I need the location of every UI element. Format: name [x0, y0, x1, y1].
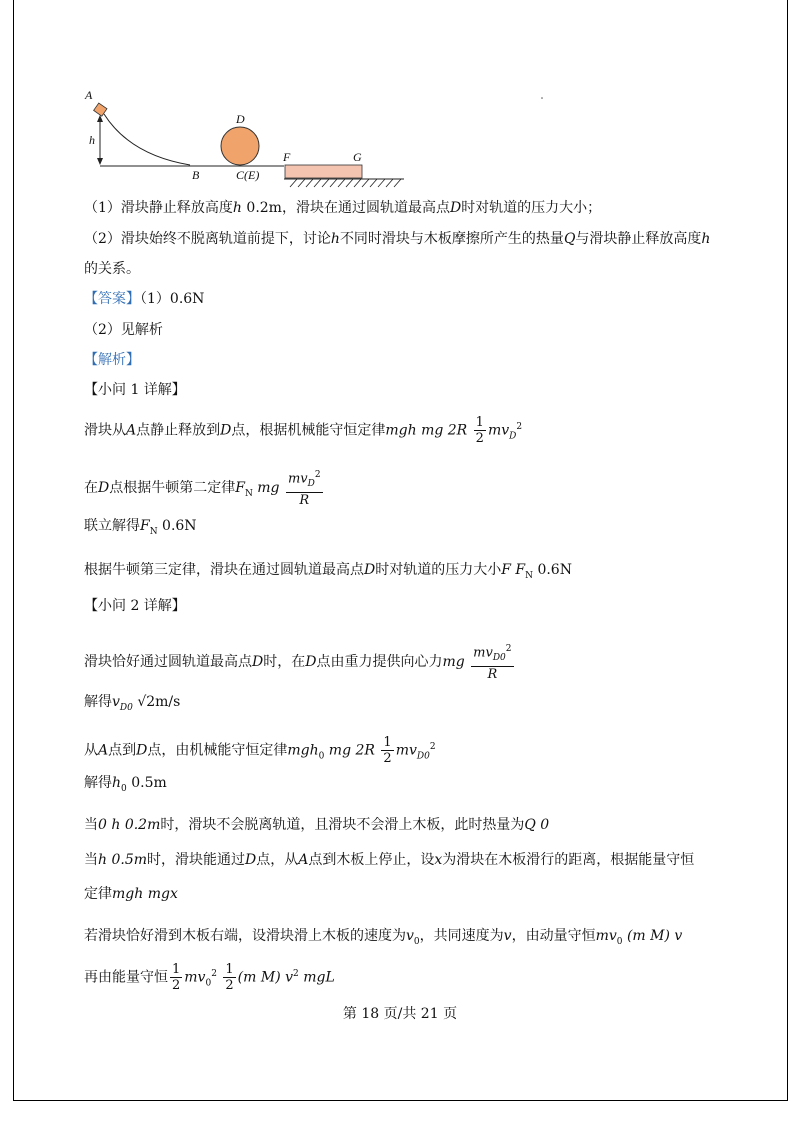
curved-track: [104, 114, 190, 165]
part2-title: 【小问 2 详解】: [84, 598, 186, 614]
solution-line-8: 解得$h_0$ 0.5m: [84, 775, 167, 794]
part1-title: 【小问 1 详解】: [84, 382, 186, 398]
solution-line-13: 再由能量守恒 $\frac{1}{2}$ $mv_0^2$ $\frac{1}{2}$ (m M) $v^2$ mgL: [84, 962, 335, 993]
label-F: F: [283, 150, 291, 164]
question-2: （2）滑块始终不脱离轨道前提下，讨论h不同时滑块与木板摩擦所产生的热量Q与滑块静止释放高度h: [84, 231, 711, 247]
label-D: D: [236, 112, 245, 126]
ground-hatching: [290, 179, 401, 187]
answer-2: （2）见解析: [84, 322, 163, 338]
solution-line-1: 滑块从A点静止释放到D点，根据机械能守恒定律mgh mg 2R $\frac{1}{2}$ $mv_D^2$: [84, 415, 523, 446]
label-CE: C(E): [236, 168, 260, 182]
height-arrow-bottom: [97, 158, 103, 165]
solution-line-3: 联立解得$F_N$ 0.6N: [84, 518, 197, 537]
answer-1: 【答案】（1）0.6N: [84, 291, 205, 307]
solution-line-2: 在D点根据牛顿第二定律$F_N$ mg $\frac{mv_D^2}{R}$: [84, 470, 321, 508]
solution-line-6: 解得$v_{D0}$ √2m/s: [84, 694, 181, 713]
circular-track: [221, 127, 259, 165]
label-B: B: [192, 168, 200, 182]
solution-line-5: 滑块恰好通过圆轨道最高点D时，在D点由重力提供向心力mg $\frac{mv_{D0}^2}{R}$: [84, 644, 512, 682]
scan-dot: [541, 97, 543, 99]
solution-line-7: 从A点到D点，由机械能守恒定律mgh$_0$ mg 2R $\frac{1}{2}$ $mv_{D0}^2$: [84, 735, 436, 766]
solution-line-10: 当h 0.5m时，滑块能通过D点，从A点到木板上停止，设x为滑块在木板滑行的距离，根据能量守恒: [84, 852, 695, 868]
label-h: h: [89, 133, 95, 147]
solution-line-9: 当0 h 0.2m时，滑块不会脱离轨道，且滑块不会滑上木板，此时热量为Q 0: [84, 817, 550, 833]
solution-line-4: 根据牛顿第三定律，滑块在通过圆轨道最高点D时对轨道的压力大小F $F_N$ 0.6N: [84, 562, 572, 581]
solution-line-12: 若滑块恰好滑到木板右端，设滑块滑上木板的速度为$v_0$，共同速度为v，由动量守恒$mv_0$ (m M) v: [84, 928, 683, 947]
wooden-board: [285, 165, 362, 178]
solution-line-11: 定律mgh mgx: [84, 886, 178, 902]
question-1: （1）滑块静止释放高度h 0.2m，滑块在通过圆轨道最高点D时对轨道的压力大小；: [84, 200, 602, 216]
physics-diagram: [0, 0, 800, 200]
slider-block: [94, 103, 107, 116]
page-footer: 第 18 页/共 21 页: [342, 1006, 458, 1022]
analysis-tag: 【解析】: [84, 352, 140, 368]
answer-tag: 【答案】: [84, 291, 140, 307]
label-G: G: [353, 150, 362, 164]
question-2-cont: 的关系。: [84, 261, 140, 277]
label-A: A: [85, 88, 93, 102]
